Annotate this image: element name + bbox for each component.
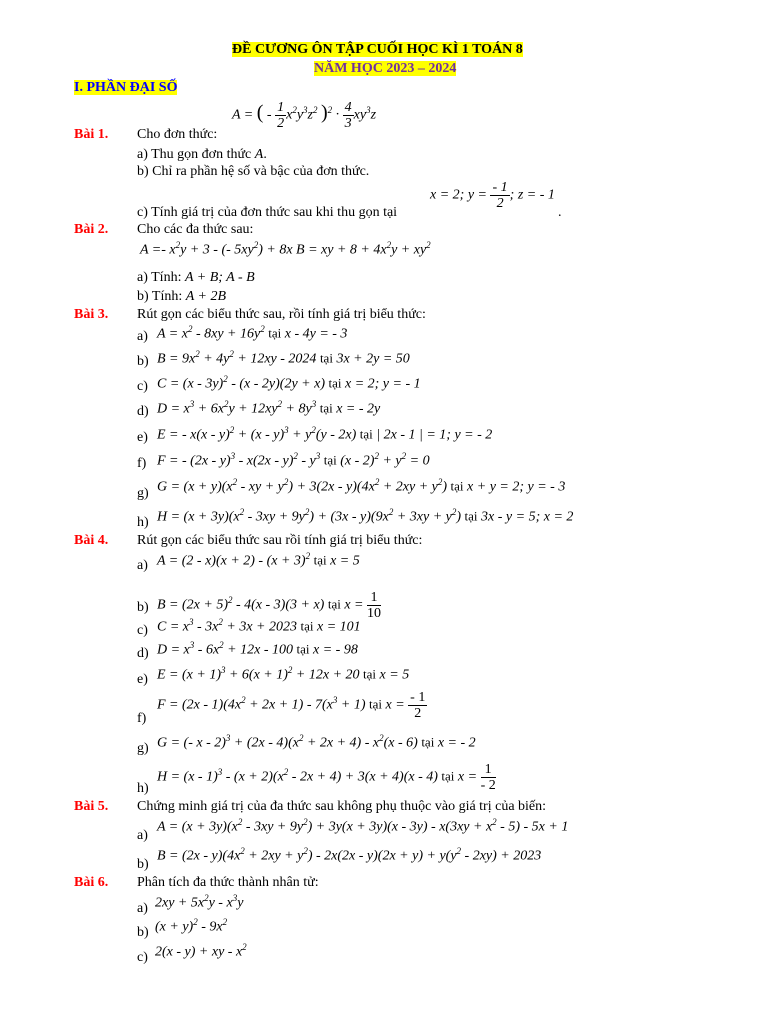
expression-3d: $D = x^3 + 6x^2y + 12xy^2 + 8y^3$ tại x = - 2y bbox=[157, 399, 381, 417]
item-letter: c) bbox=[137, 950, 148, 965]
expression-5b: $B = (2x - y)(4x^2 + 2xy + y^2) - 2x(2x - y)(2x + y) + y(y^2 - 2xy) + 2023$ bbox=[157, 846, 542, 864]
expression-4a: $A = (2 - x)(x + 2) - (x + 3)^2$ tại x = 5 bbox=[157, 551, 360, 569]
expression-4d: $D = x^3 - 6x^2 + 12x - 100$ tại x = - 98 bbox=[157, 640, 358, 658]
monomial-A: A = ( - $\frac{1}{2}$ $x^2y^3z^2$ )$^2$ · $\frac{4}{3}$ $xy^3z$ bbox=[232, 100, 377, 131]
document-title: ĐỀ CƯƠNG ÔN TẬP CUỐI HỌC KÌ 1 TOÁN 8 bbox=[232, 42, 523, 57]
item-letter: d) bbox=[137, 646, 149, 661]
item-letter: e) bbox=[137, 672, 148, 687]
item-letter: a) bbox=[137, 901, 148, 916]
polynomials-A-B: $A =- x^2y + 3$ - (- $5xy^2) + 8x$ B = xy + $8 + 4x^2y + xy^2$ bbox=[140, 240, 431, 258]
item-letter: h) bbox=[137, 515, 149, 530]
exercise-3-label: Bài 3. bbox=[74, 307, 109, 322]
expression-3c: C = (x - 3y)$^2$ - (x - 2y)(2y + x) tại x = 2; y = - 1 bbox=[157, 374, 421, 392]
item-letter: d) bbox=[137, 404, 149, 419]
exercise-4-intro: Rút gọn các biểu thức sau rồi tính giá trị biểu thức: bbox=[137, 533, 423, 548]
item-letter: e) bbox=[137, 430, 148, 445]
item-letter: c) bbox=[137, 379, 148, 394]
item-letter: b) bbox=[137, 600, 149, 615]
item-letter: f) bbox=[137, 456, 147, 471]
expression-6a: $2xy + 5x^2y - x^3y$ bbox=[155, 893, 244, 911]
exercise-2-a: a) Tính: A + B; A - B bbox=[137, 270, 255, 285]
expression-5a: $A = (x + 3y)(x^2 - 3xy + 9y^2) + 3y(x + 3y)(x - 3y) - x(3xy + x^2 - 5) - 5x + 1$ bbox=[157, 817, 569, 835]
section-heading-algebra: I. PHẦN ĐẠI SỐ bbox=[74, 80, 178, 95]
expression-3f: F = - $(2x - y)^3 - x(2x - y)^2 - y^3$ tại $(x - 2)^2 + y^2 = 0$ bbox=[157, 451, 430, 469]
expression-4c: $C = x^3 - 3x^2 + 3x + 2023$ tại x = 101 bbox=[157, 617, 361, 635]
exercise-5-label: Bài 5. bbox=[74, 799, 109, 814]
exercise-2-intro: Cho các đa thức sau: bbox=[137, 222, 254, 237]
exercise-1-c: c) Tính giá trị của đơn thức sau khi thu gọn tại bbox=[137, 205, 398, 220]
exercise-1-b: b) Chỉ ra phần hệ số và bậc của đơn thức. bbox=[137, 164, 370, 179]
item-letter: a) bbox=[137, 329, 148, 344]
expression-4g: G = (- $x - 2)^3 + (2x - 4)(x^2 + 2x + 4) - x^2(x - 6)$ tại x = - 2 bbox=[157, 733, 476, 751]
item-letter: f) bbox=[137, 711, 147, 726]
exercise-1-a: a) Thu gọn đơn thức A. bbox=[137, 147, 267, 162]
exercise-2-label: Bài 2. bbox=[74, 222, 109, 237]
exercise-1-intro: Cho đơn thức: bbox=[137, 127, 218, 142]
expression-4f: $F = (2x - 1)(4x^2 + 2x + 1) - 7(x^3 + 1)$ tại x = $\frac{- 1}{2}$ bbox=[157, 690, 426, 721]
item-letter: h) bbox=[137, 781, 149, 796]
expression-6b: $(x + y)^2 - 9x^2$ bbox=[155, 917, 228, 935]
item-letter: b) bbox=[137, 857, 149, 872]
expression-3g: $G = (x + y)(x^2$ - xy + $y^2) + 3(2x - y)(4x^2 + 2xy + y^2)$ tại x + y = 2; y = - 3 bbox=[157, 477, 566, 495]
item-letter: c) bbox=[137, 623, 148, 638]
school-year: NĂM HỌC 2023 – 2024 bbox=[314, 61, 457, 76]
expression-3a: $A = x^2 - 8xy + 16y^2$ tại x - 4y = - 3 bbox=[157, 324, 348, 342]
exercise-6-label: Bài 6. bbox=[74, 875, 109, 890]
item-letter: a) bbox=[137, 828, 148, 843]
exercise-3-intro: Rút gọn các biểu thức sau, rồi tính giá trị biểu thức: bbox=[137, 307, 426, 322]
expression-3h: $H = (x + 3y)(x^2 - 3xy + 9y^2) + (3x - y)(9x^2 + 3xy + y^2)$ tại 3x - y = 5; x = 2 bbox=[157, 507, 574, 525]
exercise-2-b: b) Tính: A + 2B bbox=[137, 289, 227, 304]
expression-4h: $H = (x - 1)^3 - (x + 2)(x^2 - 2x + 4) + 3(x + 4)(x - 4)$ tại x = $\frac{1}{- 2}$ bbox=[157, 762, 496, 793]
item-letter: b) bbox=[137, 354, 149, 369]
item-letter: b) bbox=[137, 925, 149, 940]
item-letter: g) bbox=[137, 741, 149, 756]
item-letter: g) bbox=[137, 486, 149, 501]
expression-4e: $E = (x + 1)^3 + 6(x + 1)^2 + 12x + 20$ tại x = 5 bbox=[157, 665, 410, 683]
expression-3b: $B = 9x^2 + 4y^2 + 12xy - 2024$ tại 3x + 2y = 50 bbox=[157, 349, 410, 367]
expression-6c: 2(x - y) + xy - $x^2$ bbox=[155, 942, 247, 960]
exercise-1-label: Bài 1. bbox=[74, 127, 109, 142]
exercise-4-label: Bài 4. bbox=[74, 533, 109, 548]
expression-3e: E = - $x(x - y)^2 + (x - y)^3 + y^2(y - 2x)$ tại | 2x - 1 | = 1; y = - 2 bbox=[157, 425, 493, 443]
exercise-5-intro: Chứng minh giá trị của đa thức sau không phụ thuộc vào giá trị của biến: bbox=[137, 799, 547, 814]
exercise-6-intro: Phân tích đa thức thành nhân tử: bbox=[137, 875, 319, 890]
item-letter: a) bbox=[137, 558, 148, 573]
exercise-1-values: x = 2; y = $\frac{- 1}{2}$ ; z = - 1 bbox=[430, 180, 555, 211]
period: . bbox=[558, 205, 562, 220]
expression-4b: $B = (2x + 5)^2 - 4(x - 3)(3 + x)$ tại x = $\frac{1}{10}$ bbox=[157, 590, 382, 621]
